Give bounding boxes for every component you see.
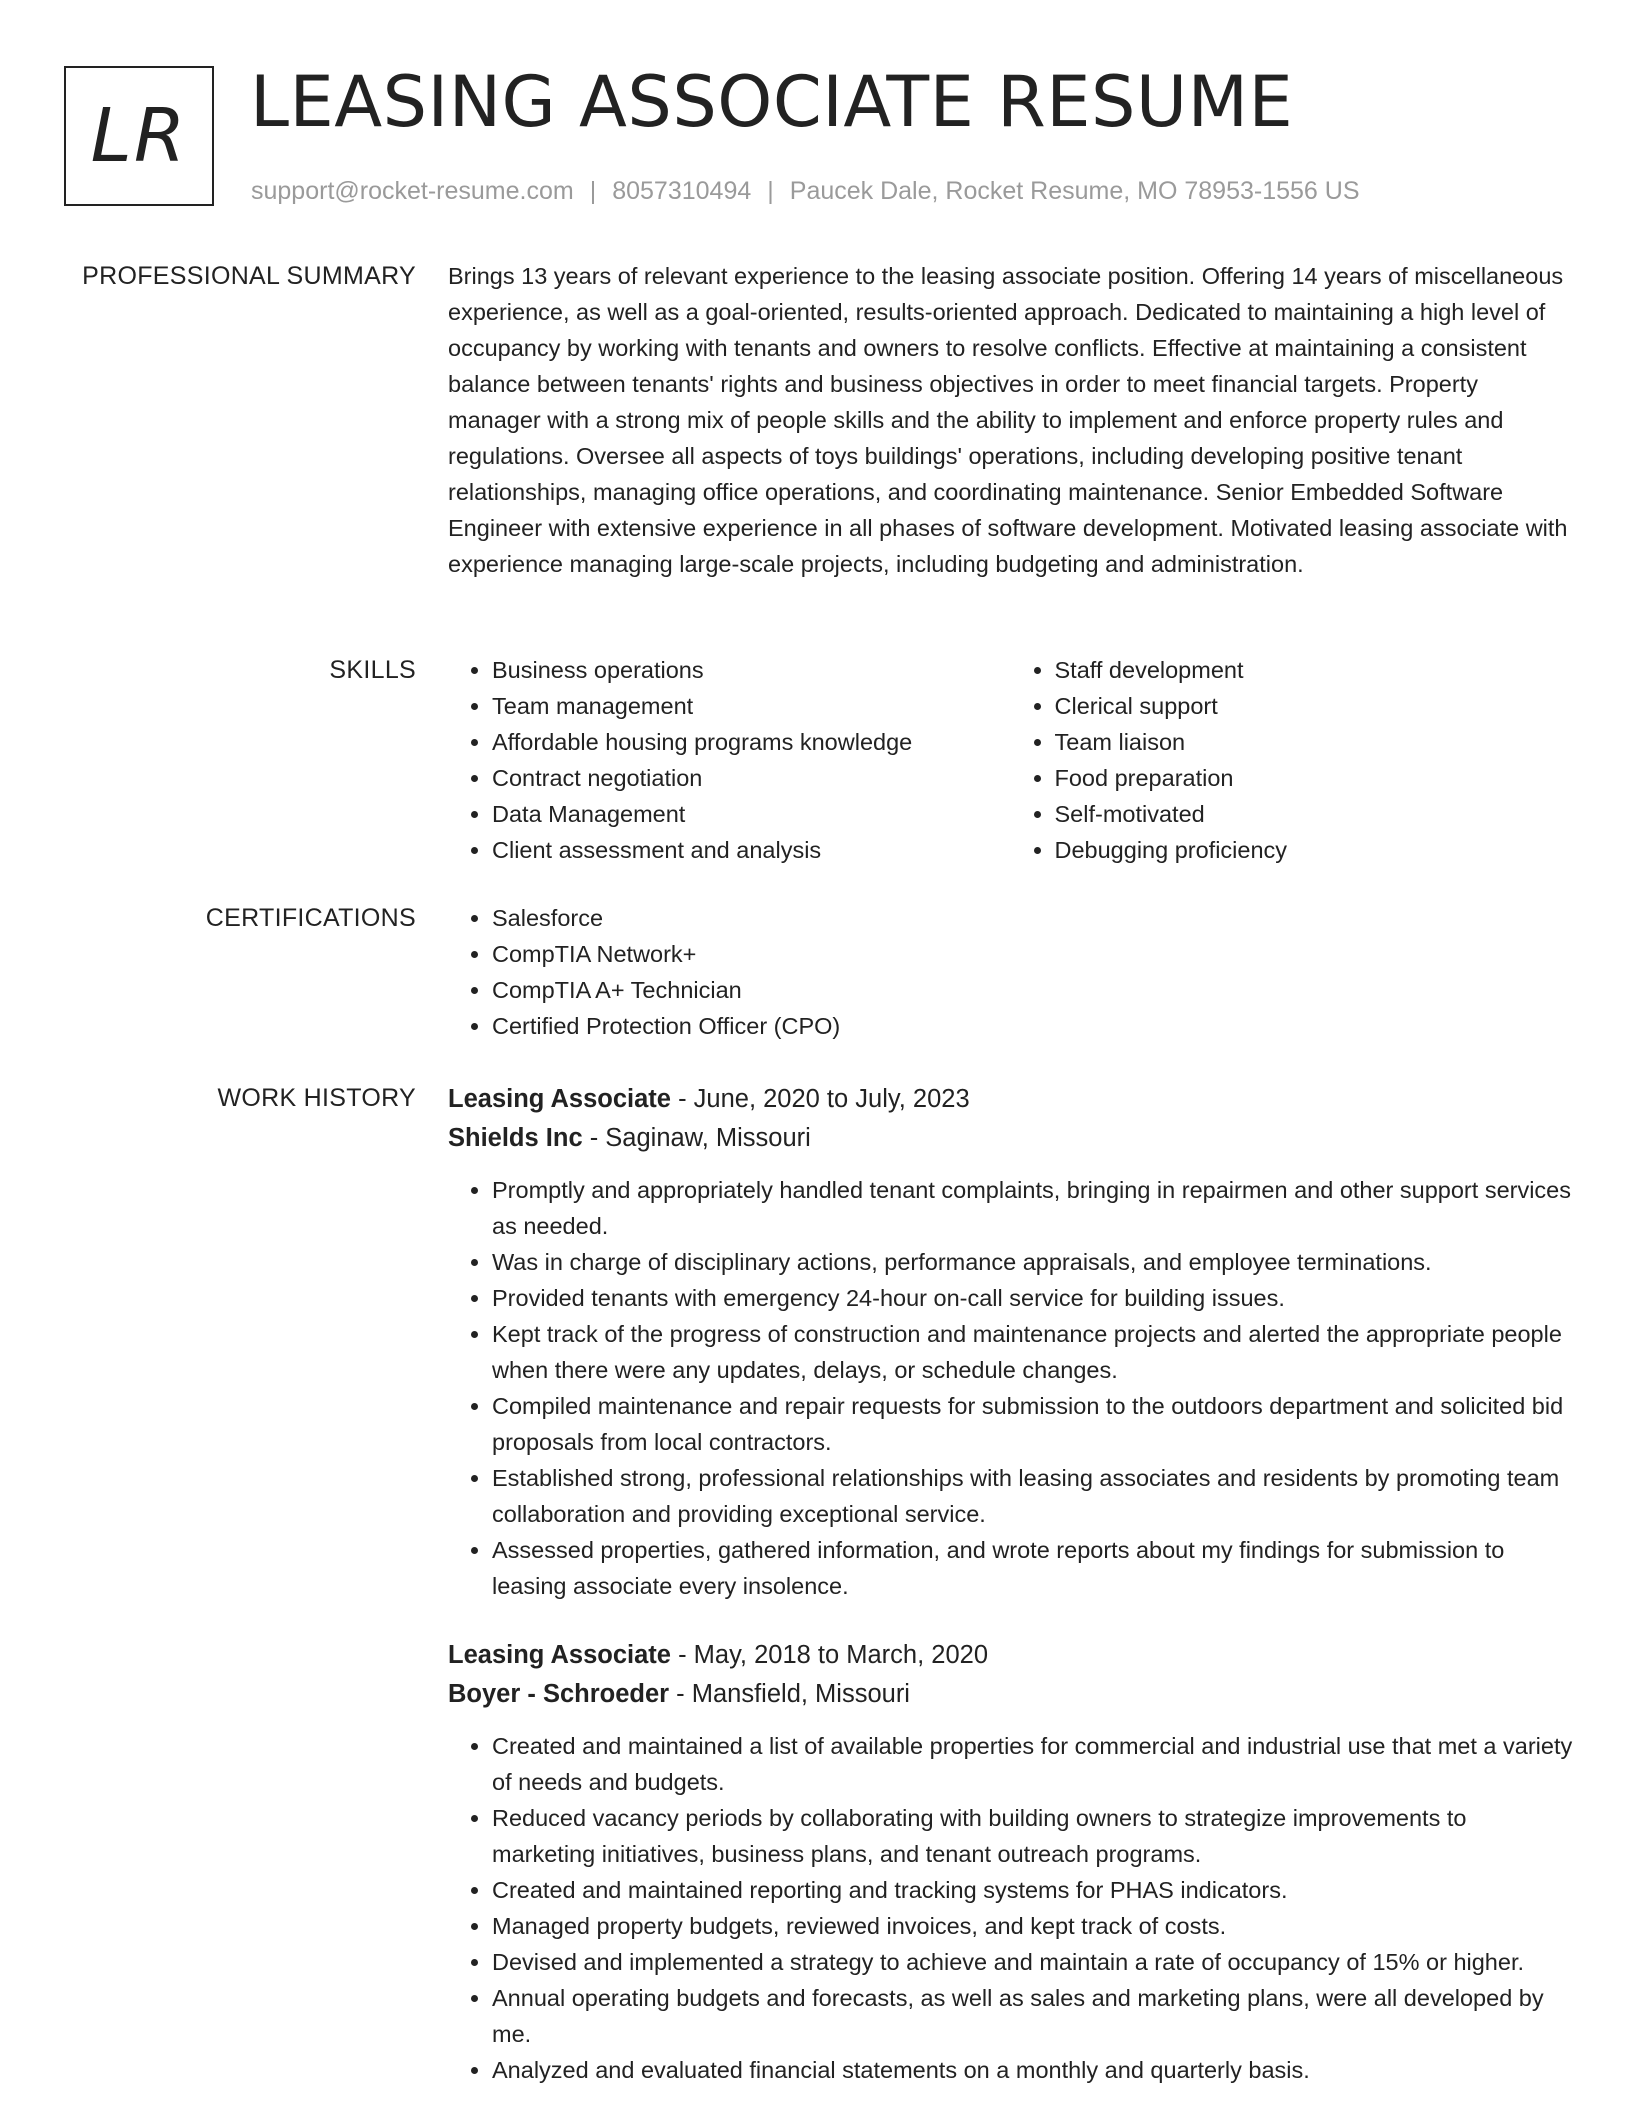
list-item: • Analyzed and evaluated financial statements on a monthly and quarterly basis. <box>492 2052 1573 2088</box>
job-entry <box>448 1636 1573 2088</box>
list-item: • Kept track of the progress of construction and maintenance projects and alerted the appropriate people when there were any updates, delays, or schedule changes. <box>492 1316 1573 1388</box>
list-item: • Certified Protection Officer (CPO) <box>492 1008 1573 1044</box>
company-location: - Mansfield, Missouri <box>669 1680 910 1708</box>
job-dates: - June, 2020 to July, 2023 <box>670 1085 970 1113</box>
list-item: • Business operations <box>492 652 1011 688</box>
list-item: • Team liaison <box>1055 724 1574 760</box>
list-item: • Devised and implemented a strategy to achieve and maintain a rate of occupancy of 15% or higher. <box>492 1944 1573 1980</box>
list-item: • Established strong, professional relationships with leasing associates and residents by promoting team collaboration and providing exceptional service. <box>492 1460 1573 1532</box>
list-item: • Promptly and appropriately handled tenant complaints, bringing in repairmen and other support services as needed. <box>492 1172 1573 1244</box>
section-label: WORK HISTORY <box>217 1084 416 1112</box>
job-title-line <box>448 1080 1573 1119</box>
skills-list-right <box>1011 652 1574 868</box>
company-name: Boyer - Schroeder <box>448 1680 670 1708</box>
job-title-line <box>448 1636 1573 1675</box>
list-item: • Created and maintained a list of available properties for commercial and industrial use that met a variety of needs and budgets. <box>492 1728 1573 1800</box>
list-item: • Created and maintained reporting and tracking systems for PHAS indicators. <box>492 1872 1573 1908</box>
separator: | <box>589 177 597 205</box>
company-name: Shields Inc <box>448 1124 583 1152</box>
skills-columns <box>448 652 1573 868</box>
address: Paucek Dale, Rocket Resume, MO 78953-1556 US <box>789 177 1360 205</box>
list-item: • Provided tenants with emergency 24-hour on-call service for building issues. <box>492 1280 1573 1316</box>
list-item: • Client assessment and analysis <box>492 832 1011 868</box>
phone: 8057310494 <box>612 177 752 205</box>
list-item: • Compiled maintenance and repair requests for submission to the outdoors department and solicited bid proposals from local contractors. <box>492 1388 1573 1460</box>
monogram-logo: LR <box>64 66 214 206</box>
list-item: • Self-motivated <box>1055 796 1574 832</box>
job-title: Leasing Associate <box>448 1085 671 1113</box>
job-bullets <box>448 1172 1573 1604</box>
list-item: • CompTIA Network+ <box>492 936 1573 972</box>
company-line <box>448 1119 1573 1158</box>
list-item: • Debugging proficiency <box>1055 832 1574 868</box>
section-label: SKILLS <box>329 656 416 684</box>
resume-title: LEASING ASSOCIATE RESUME <box>250 61 1294 143</box>
list-item: • Clerical support <box>1055 688 1574 724</box>
list-item: • Affordable housing programs knowledge <box>492 724 1011 760</box>
list-item: • Was in charge of disciplinary actions, performance appraisals, and employee terminations. <box>492 1244 1573 1280</box>
separator: | <box>767 177 774 205</box>
list-item: • Reduced vacancy periods by collaborating with building owners to strategize improvements to marketing initiatives, business plans, and tenant outreach programs. <box>492 1800 1573 1872</box>
company-line <box>448 1675 1573 1714</box>
list-item: • Food preparation <box>1055 760 1574 796</box>
list-item: • CompTIA A+ Technician <box>492 972 1573 1008</box>
list-item: • Contract negotiation <box>492 760 1011 796</box>
section-content <box>448 258 1573 582</box>
job-dates: - May, 2018 to March, 2020 <box>670 1641 989 1669</box>
section-label: CERTIFICATIONS <box>205 904 416 932</box>
section-content <box>448 900 1573 1044</box>
list-item: • Staff development <box>1055 652 1574 688</box>
contact-line <box>251 174 1360 208</box>
job-title: Leasing Associate <box>448 1641 671 1669</box>
summary-text: Brings 13 years of relevant experience to the leasing associate position. Offering 14 years of miscellaneous experience, as well as a goal-oriented, results-oriented approach. Dedicated to maintaining a high level of occupancy by working with tenants and owners to resolve conflicts. Effective at maintaining a consistent balance between tenants' rights and business objectives in order to meet financial targets. Property manager with a strong mix of people skills and the ability to implement and enforce property rules and regulations. Oversee all aspects of toys buildings' operations, including developing positive tenant relationships, managing office operations, and coordinating maintenance. Senior Embedded Software Engineer with extensive experience in all phases of software development. Motivated leasing associate with experience managing large-scale projects, including budgeting and administration. <box>448 263 1568 577</box>
section-label: PROFESSIONAL SUMMARY <box>82 262 416 290</box>
job-bullets <box>448 1728 1573 2088</box>
list-item: • Salesforce <box>492 900 1573 936</box>
section-content <box>448 1080 1573 2088</box>
list-item: • Team management <box>492 688 1011 724</box>
company-location: - Saginaw, Missouri <box>582 1124 811 1152</box>
list-item: • Annual operating budgets and forecasts, as well as sales and marketing plans, were all developed by me. <box>492 1980 1573 2052</box>
list-item: • Data Management <box>492 796 1011 832</box>
email: support@rocket-resume.com <box>251 177 574 205</box>
skills-list-left <box>448 652 1011 868</box>
list-item: • Managed property budgets, reviewed invoices, and kept track of costs. <box>492 1908 1573 1944</box>
certifications-list <box>448 900 1573 1044</box>
job-entry <box>448 1080 1573 1604</box>
list-item: • Assessed properties, gathered information, and wrote reports about my findings for submission to leasing associate every insolence. <box>492 1532 1573 1604</box>
